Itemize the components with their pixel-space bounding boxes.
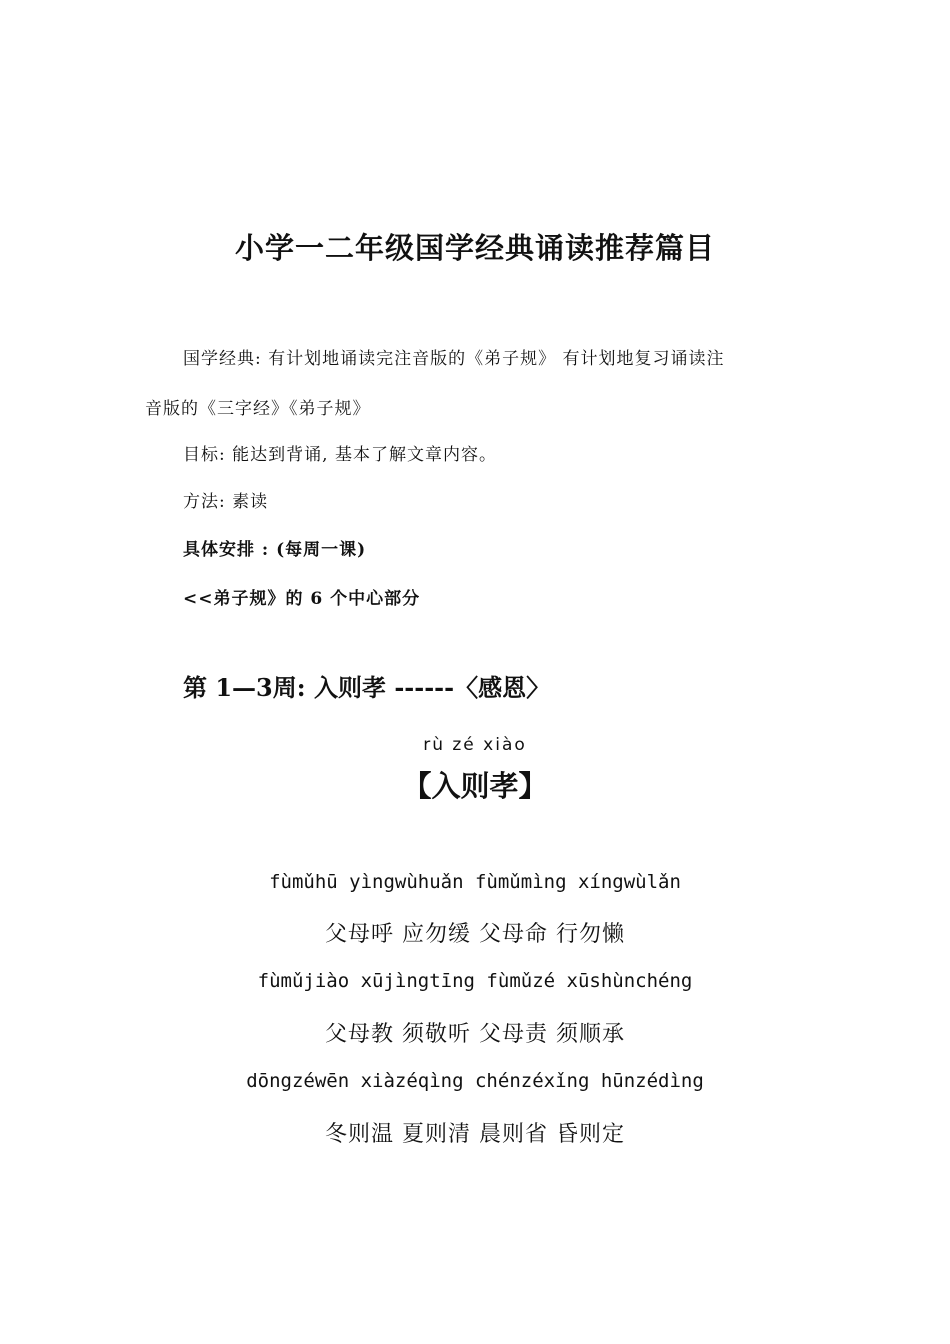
intro-line-2: 音版的《三字经》《弟子规》 [145, 399, 371, 419]
week-heading: 第 1—3周: 入则孝 ------〈感恩〉 [183, 673, 551, 702]
verse-pinyin-line: fùmǔjiào xūjìngtīng fùmǔzé xūshùnchéng [257, 970, 693, 992]
method-text: 方法: 素读 [183, 492, 269, 512]
verse-text-line: 冬则温 夏则清 晨则省 昏则定 [325, 1122, 625, 1147]
verse-pinyin-line: dōngzéwēn xiàzéqìng chénzéxǐng hūnzédìng [246, 1070, 704, 1092]
parts-heading: <<弟子规》的 6 个中心部分 [183, 589, 421, 609]
verse-pinyin-line: fùmǔhū yìngwùhuǎn fùmǔmìng xíngwùlǎn [269, 871, 681, 893]
verse-text-line: 父母呼 应勿缓 父母命 行勿懒 [325, 922, 625, 947]
intro-line-1: 国学经典: 有计划地诵读完注音版的《弟子规》 有计划地复习诵读注 [183, 349, 725, 369]
verse-text-line: 父母教 须敬听 父母责 须顺承 [325, 1022, 625, 1047]
goal-text: 目标: 能达到背诵, 基本了解文章内容。 [183, 445, 497, 465]
schedule-heading: 具体安排 : (每周一课) [183, 540, 367, 560]
page-title: 小学一二年级国学经典诵读推荐篇目 [234, 231, 715, 265]
lesson-title-pinyin: rù zé xiào [423, 735, 527, 755]
lesson-title: 【入则孝】 [402, 769, 548, 803]
